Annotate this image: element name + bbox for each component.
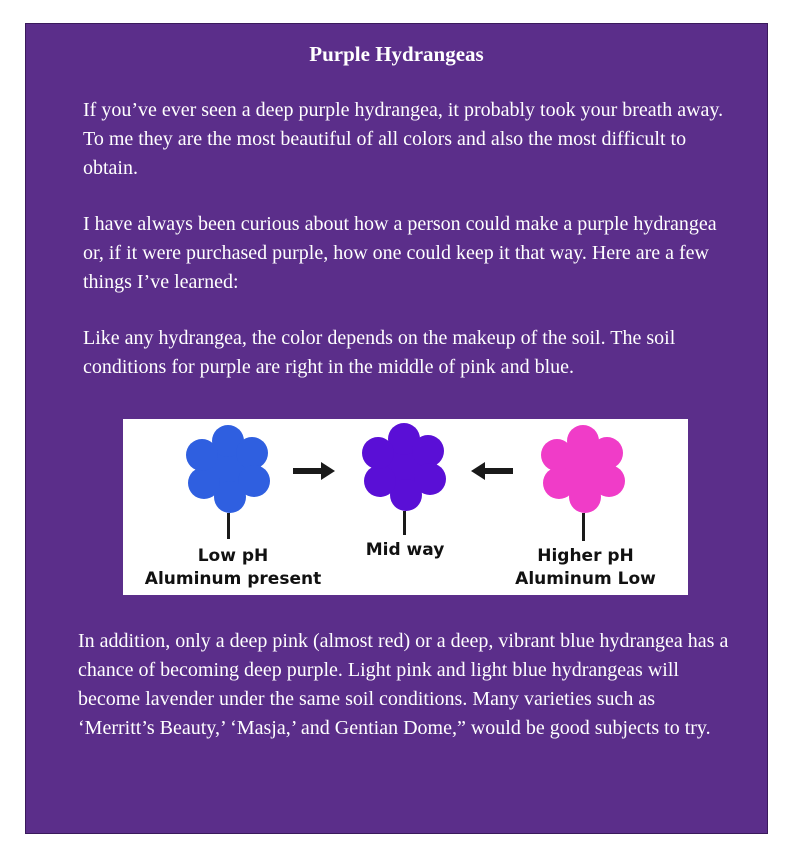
paragraph-varieties: In addition, only a deep pink (almost red) or a deep, vibrant blue hydrangea has a chance of becoming deep purple. Light pink and light blue hydrangeas will become lavender under the same soil conditions. Many varieties such as ‘Merritt’s Beauty,’ ‘Masja,’ and Gentian Dome,” would be good subjects to try. [78, 630, 729, 739]
flower-petals [186, 425, 270, 513]
arrow-left-icon [471, 461, 513, 481]
pink-flower-stem [582, 513, 585, 541]
blue-flower-icon [180, 421, 276, 517]
paragraph-curiosity: I have always been curious about how a person could make a purple hydrangea or, if it were purchased purple, how one could keep it that way. Here are a few things I’ve learned: [83, 213, 717, 293]
label-low-ph-line2: Aluminum present [144, 569, 322, 589]
paragraph-soil: Like any hydrangea, the color depends on the makeup of the soil. The soil conditions for purple are right in the middle of pink and blue. [83, 327, 676, 378]
blue-flower-stem [227, 513, 230, 539]
label-mid-way-line1: Mid way [365, 540, 445, 560]
arrow-right-icon [293, 461, 335, 481]
label-higher-ph-line1: Higher pH [537, 546, 634, 566]
paragraph-intro: If you’ve ever seen a deep purple hydrangea, it probably took your breath away. To me they are the most beautiful of all colors and also the most difficult to obtain. [83, 99, 724, 179]
ph-color-diagram [123, 419, 688, 595]
label-low-ph-line1: Low pH [197, 546, 269, 566]
article-panel [25, 23, 768, 834]
article-title: Purple Hydrangeas [309, 42, 484, 66]
label-higher-ph-line2: Aluminum Low [515, 569, 656, 589]
label-higher-ph [493, 545, 678, 591]
flower-petals [362, 423, 446, 511]
purple-flower-icon [356, 419, 452, 515]
label-mid-way [345, 539, 465, 562]
purple-flower-stem [403, 511, 406, 535]
pink-flower-icon [535, 421, 631, 517]
flower-petals [541, 425, 625, 513]
label-low-ph [133, 545, 333, 591]
